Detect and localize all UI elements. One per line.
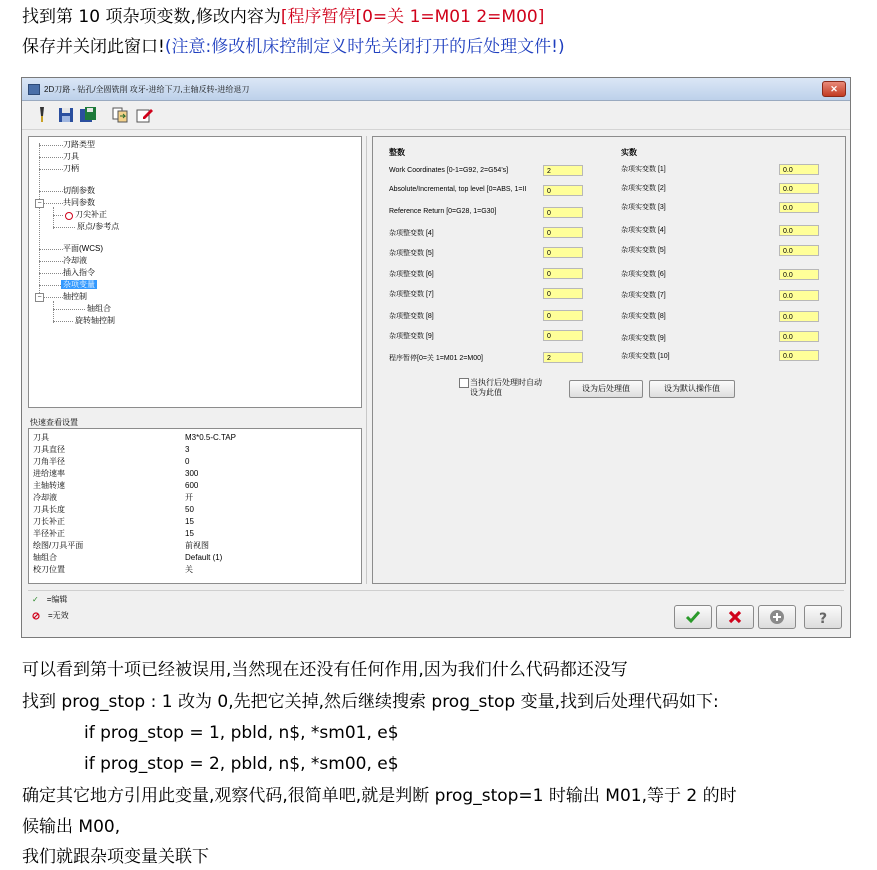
intro-line-2-text: 保存并关闭此窗口! — [22, 37, 165, 57]
real-label-7: 杂项实变数 [7] — [621, 292, 666, 299]
real-field-9[interactable]: 0.0 — [779, 331, 819, 342]
dialog-titlebar — [22, 78, 850, 101]
int-label-9: 杂项整变数 [9] — [389, 333, 434, 340]
quick-view-title: 快速查看设置 — [30, 418, 78, 427]
paragraph-3a: 确定其它地方引用此变量,观察代码,很简单吧,就是判断 prog_stop=1 时输出 M01,等于 2 的时 — [22, 786, 737, 806]
intro-line-1-highlight: [程序暂停[0=关 1=M01 2=M00] — [280, 7, 545, 27]
int-field-7[interactable]: 0 — [543, 288, 583, 299]
intro-line-1-text: 找到第 10 项杂项变数,修改内容为 — [22, 7, 281, 27]
legend-invalid-label: =无效 — [48, 611, 69, 620]
quick-row: 轴组合 Default (1) — [33, 553, 223, 562]
quick-row: 刀具直径 3 — [33, 445, 190, 454]
int-field-2[interactable]: 0 — [543, 185, 583, 196]
help-icon — [814, 608, 832, 626]
tree-item-home-ref[interactable]: 原点/参考点 — [77, 222, 120, 231]
tree-item-tool[interactable]: 刀具 — [63, 152, 79, 161]
check-icon — [684, 608, 702, 626]
invalid-icon — [65, 212, 73, 220]
ok-button[interactable] — [674, 605, 712, 629]
intro-line-2-note: (注意:修改机床控制定义时先关闭打开的后处理文件!) — [164, 37, 565, 57]
legend-invalid — [32, 610, 69, 621]
int-field-9[interactable]: 0 — [543, 330, 583, 341]
tree-item-misc-values[interactable] — [61, 280, 97, 290]
real-field-5[interactable]: 0.0 — [779, 245, 819, 256]
tree-item-toolpath-type[interactable]: 刀路类型 — [63, 140, 95, 149]
real-field-6[interactable]: 0.0 — [779, 269, 819, 280]
close-button[interactable]: ✕ — [822, 81, 846, 97]
prog-stop-field[interactable]: 2 — [543, 352, 583, 363]
auto-set-label-1: 当执行后处理时自动 — [470, 378, 542, 387]
save-icon[interactable] — [56, 105, 76, 125]
prog-stop-label: 程序暂停[0=关 1=M01 2=M00] — [389, 355, 483, 362]
real-label-1: 杂项实变数 [1] — [621, 166, 666, 173]
add-button[interactable] — [758, 605, 796, 629]
real-label-9: 杂项实变数 [9] — [621, 335, 666, 342]
real-field-2[interactable]: 0.0 — [779, 183, 819, 194]
tree-item-tip-comp[interactable]: 刀尖补正 — [75, 210, 107, 219]
intro-line-2 — [22, 36, 565, 58]
quick-row: 刀具长度 50 — [33, 505, 194, 514]
int-label-7: 杂项整变数 [7] — [389, 291, 434, 298]
legend-edit — [32, 594, 67, 605]
real-field-7[interactable]: 0.0 — [779, 290, 819, 301]
tree-item-plane-wcs[interactable]: 平面(WCS) — [63, 244, 103, 253]
expander-axis-control[interactable]: − — [35, 293, 44, 302]
real-header: 实数 — [621, 148, 637, 157]
real-label-5: 杂项实变数 [5] — [621, 247, 666, 254]
cross-icon — [726, 608, 744, 626]
real-field-3[interactable]: 0.0 — [779, 202, 819, 213]
tree-item-coolant[interactable]: 冷却液 — [63, 256, 87, 265]
tree-item-axis-control[interactable]: 轴控制 — [63, 292, 87, 301]
legend-edit-label: =编辑 — [46, 595, 68, 604]
int-label-3: Reference Return [0=G28, 1=G30] — [389, 208, 497, 215]
tree-item-rotary-axis[interactable]: 旋转轴控制 — [75, 316, 115, 325]
quick-row: 刀具 M3*0.5-C.TAP — [33, 433, 236, 442]
footer-separator — [28, 590, 844, 591]
int-field-4[interactable]: 0 — [543, 227, 583, 238]
quick-row: 刀长补正 15 — [33, 517, 194, 526]
real-label-3: 杂项实变数 [3] — [621, 204, 666, 211]
int-field-8[interactable]: 0 — [543, 310, 583, 321]
real-label-2: 杂项实变数 [2] — [621, 185, 666, 192]
save-all-icon[interactable] — [78, 105, 98, 125]
int-label-8: 杂项整变数 [8] — [389, 313, 434, 320]
code-line-2: if prog_stop = 2, pbld, n$, *sm00, e$ — [84, 754, 399, 774]
tree-item-cut-params[interactable]: 切削参数 — [63, 186, 95, 195]
quick-row: 冷却液 开 — [33, 493, 193, 502]
tree-item-insert-code[interactable]: 插入指令 — [63, 268, 95, 277]
dialog-title: 2D刀路 - 钻孔/全圆铣削 攻牙-进给下刀,主轴反转-进给退刀 — [44, 85, 250, 94]
invalid-legend-icon — [32, 612, 40, 620]
real-field-8[interactable]: 0.0 — [779, 311, 819, 322]
quick-view-panel — [28, 428, 362, 584]
copy-to-icon[interactable] — [110, 105, 130, 125]
quick-row: 主轴转速 600 — [33, 481, 199, 490]
expander-common-params[interactable]: − — [35, 199, 44, 208]
toolpath-tree — [28, 136, 362, 408]
tree-item-axis-combo[interactable]: 轴组合 — [87, 304, 111, 313]
toolpath-dialog — [21, 77, 851, 638]
check-icon: ✓ — [32, 595, 39, 604]
real-label-8: 杂项实变数 [8] — [621, 313, 666, 320]
real-label-6: 杂项实变数 [6] — [621, 271, 666, 278]
tree-item-holder[interactable]: 刀柄 — [63, 164, 79, 173]
cancel-button[interactable] — [716, 605, 754, 629]
paragraph-2: 找到 prog_stop : 1 改为 0,先把它关掉,然后继续搜索 prog_stop 变量,找到后处理代码如下: — [22, 692, 719, 712]
panel-divider — [366, 136, 367, 584]
int-label-5: 杂项整变数 [5] — [389, 250, 434, 257]
dialog-toolbar — [22, 101, 850, 130]
integer-header: 整数 — [389, 148, 405, 157]
set-default-value-button[interactable]: 设为默认操作值 — [649, 380, 735, 398]
int-field-1[interactable]: 2 — [543, 165, 583, 176]
misc-values-panel — [372, 136, 846, 584]
int-label-2: Absolute/Incremental, top level [0=ABS, 1=II — [389, 186, 527, 193]
quick-row: 半径补正 15 — [33, 529, 194, 538]
quick-row: 进给速率 300 — [33, 469, 199, 478]
quick-row: 刀角半径 0 — [33, 457, 190, 466]
int-label-1: Work Coordinates [0-1=G92, 2=G54's] — [389, 167, 509, 174]
int-label-4: 杂项整变数 [4] — [389, 230, 434, 237]
real-label-4: 杂项实变数 [4] — [621, 227, 666, 234]
int-field-6[interactable]: 0 — [543, 268, 583, 279]
tree-item-misc-values-label: 杂项变量 — [63, 280, 95, 289]
code-line-1: if prog_stop = 1, pbld, n$, *sm01, e$ — [84, 723, 399, 743]
paragraph-3b: 候输出 M00, — [22, 817, 121, 837]
real-field-10[interactable]: 0.0 — [779, 350, 819, 361]
real-label-10: 杂项实变数 [10] — [621, 353, 670, 360]
pin-icon[interactable] — [32, 105, 52, 125]
set-post-value-button[interactable]: 设为后处理值 — [569, 380, 643, 398]
real-field-1[interactable]: 0.0 — [779, 164, 819, 175]
auto-set-checkbox[interactable] — [459, 378, 469, 388]
app-icon — [28, 84, 40, 95]
paragraph-4: 我们就跟杂项变量关联下 — [22, 847, 209, 867]
plus-circle-icon — [768, 608, 786, 626]
int-field-5[interactable]: 0 — [543, 247, 583, 258]
auto-set-label-2: 设为此值 — [470, 388, 502, 397]
real-field-4[interactable]: 0.0 — [779, 225, 819, 236]
quick-row: 绘图/刀具平面 前视图 — [33, 541, 209, 550]
edit-icon[interactable] — [134, 105, 154, 125]
int-label-6: 杂项整变数 [6] — [389, 271, 434, 278]
help-button[interactable] — [804, 605, 842, 629]
svg-text:?: ? — [819, 611, 828, 626]
int-field-3[interactable]: 0 — [543, 207, 583, 218]
paragraph-1: 可以看到第十项已经被误用,当然现在还没有任何作用,因为我们什么代码都还没写 — [22, 660, 628, 680]
intro-line-1 — [22, 6, 544, 28]
tree-item-common-params[interactable]: 共同参数 — [63, 198, 95, 207]
quick-row: 校刀位置 关 — [33, 565, 193, 574]
